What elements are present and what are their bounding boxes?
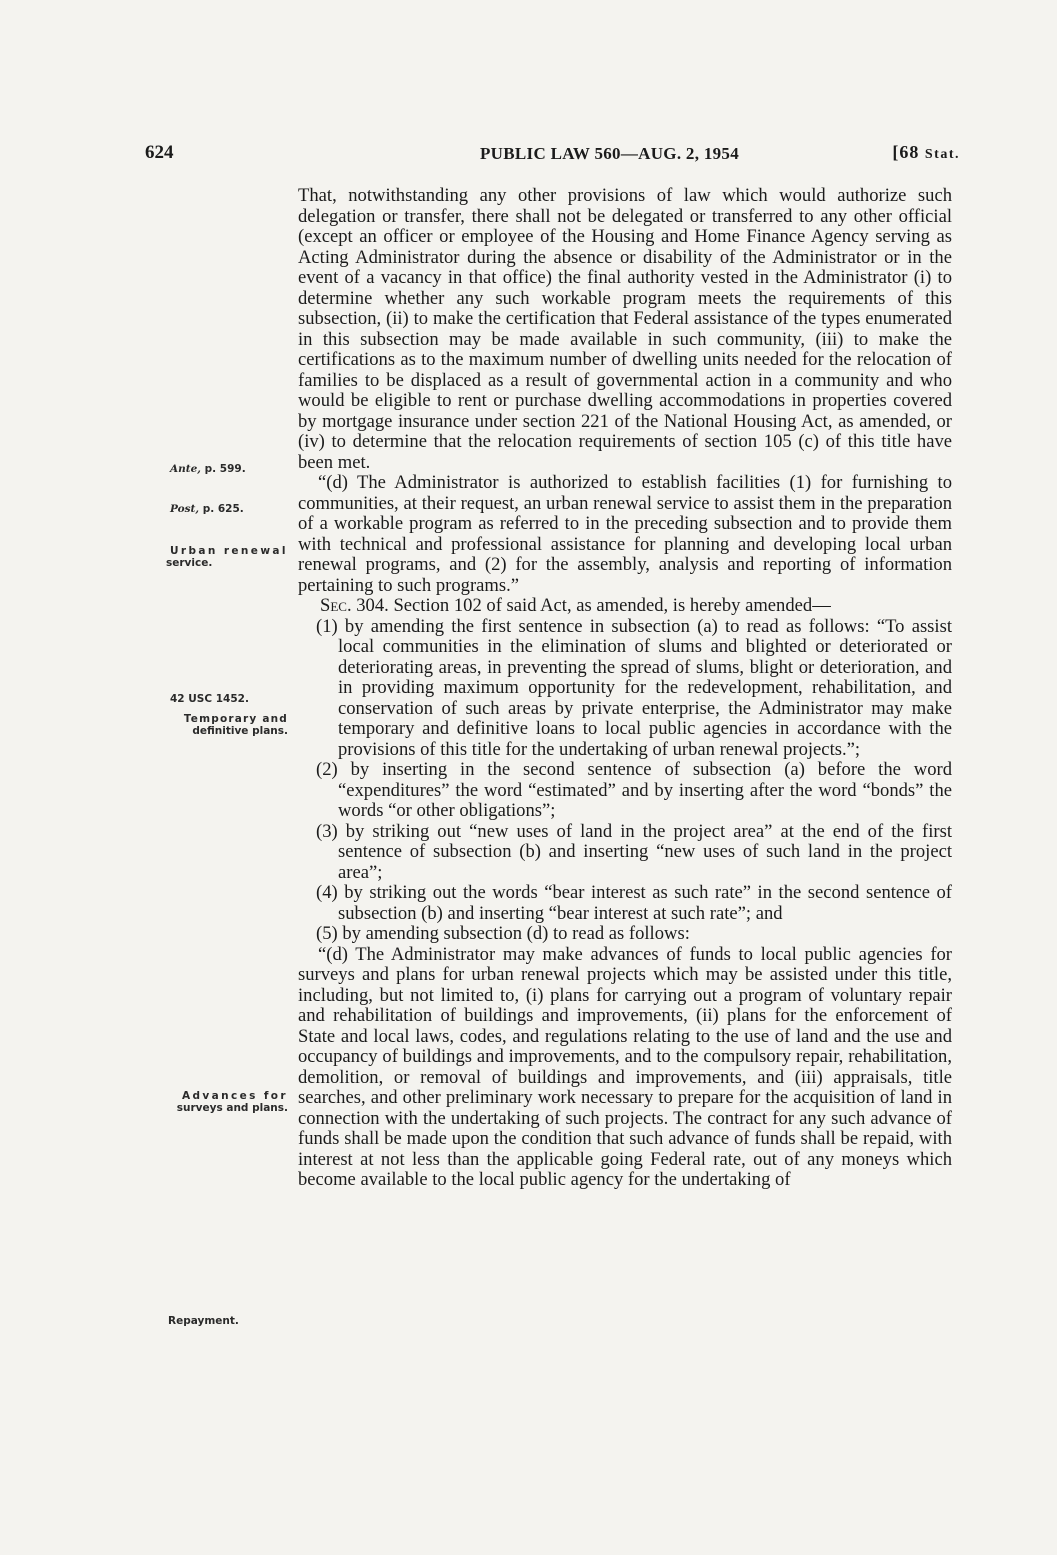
post-italic: Post,	[170, 503, 200, 515]
section-304-intro	[298, 596, 952, 617]
section-text: 304. Section 102 of said Act, as amended, is hereby amended—	[351, 595, 831, 616]
page-number: 624	[145, 142, 174, 163]
ante-ref: p. 599.	[200, 463, 246, 475]
margin-note-repayment: Repayment.	[168, 1315, 239, 1327]
paragraph-delegation: That, notwithstanding any other provisions of law which would authorize such delegation or transfer, there shall not be delegated or transferred to any other official (except an officer or employee of the Housing and Home Finance Agency serving as Acting Administrator during the absence or disability of the Administrator or in the event of a vacancy in that office) the final authority vested in the Administrator (i) to determine whether any such workable program meets the requirements of this subsection, (ii) to make the certification that Federal assistance of the types enumerated in this subsection may be made available in such community, (iii) to make the certifications as to the maximum number of dwelling units needed for the relocation of families to be displaced as a result of governmental action in a community and who would be eligible to rent or purchase dwelling accommodations in properties covered by mortgage insurance under section 221 of the National Housing Act, as amended, or (iv) to determine that the relocation requirements of section 105 (c) of this title have been met.	[298, 185, 952, 473]
amendment-item-5: (5) by amending subsection (d) to read as follows:	[316, 923, 690, 944]
margin-note-temporary	[160, 713, 288, 737]
margin-note-ante	[170, 463, 246, 475]
running-title: PUBLIC LAW 560—AUG. 2, 1954	[480, 144, 740, 163]
margin-note-usc: 42 USC 1452.	[170, 693, 249, 705]
volume-bracket: [68	[892, 142, 925, 162]
amendment-item-1: (1) by amending the first sentence in subsection (a) to read as follows: “To assist local communities in the elimination of slums and blighted or deteriorated or deteriorating areas, in preventing the spread of slums, blight or deterioration, and in providing maximum opportunity for the redevelopment, rehabilitation, and conservation of such areas by private enterprise, the Administrator may make temporary and definitive loans to local public agencies in accordance with the provisions of this title for the undertaking of urban renewal projects.”;	[316, 615, 952, 760]
amendment-item-2: (2) by inserting in the second sentence of subsection (a) before the word “expenditures” the word “estimated” and by inserting after the word “bonds” the words “or other obligations”;	[316, 759, 952, 821]
margin-note-urban-renewal	[166, 545, 288, 569]
ante-italic: Ante,	[170, 463, 201, 475]
paragraph-advances: “(d) The Administrator may make advances of funds to local public agencies for surveys and plans for urban renewal projects which may be assisted under this title, including, but not limited to, (i) plans for carrying out a program of voluntary repair and rehabilitation of buildings and improvements, (ii) plans for the enforcement of State and local laws, codes, and regulations relating to the use of land and the use and occupancy of buildings and improvements, and to the compulsory repair, rehabilitation, demolition, or removal of buildings and improvements, and (iii) appraisals, title searches, and other preliminary work necessary to prepare for the acquisition of land in connection with the undertaking of such projects. The contract for any such advance of funds shall be made upon the condition that such advance of funds shall be repaid, with interest at not less than the applicable going Federal rate, out of any moneys which become available to the local public agency for the undertaking of	[298, 943, 952, 1190]
volume-reference	[892, 142, 960, 163]
amendment-item-4: (4) by striking out the words “bear interest as such rate” in the second sentence of subsection (b) and inserting “bear interest at such rate”; and	[316, 882, 952, 924]
section-label: Sec.	[320, 595, 352, 616]
paragraph-urban-renewal-service: “(d) The Administrator is authorized to establish facilities (1) for furnishing to communities, at their request, an urban renewal service to assist them in the preparation of a workable program as referred to in the preceding subsection and to provide them with technical and professional assistance for planning and developing local urban renewal programs, and (2) for the assembly, analysis and reporting of information pertaining to such programs.”	[298, 472, 952, 596]
advances-line2: surveys and plans.	[176, 1102, 288, 1114]
amendment-item-3: (3) by striking out “new uses of land in the project area” at the end of the first sentence of subsection (b) and inserting “new uses of such land in the project area”;	[316, 820, 952, 883]
margin-note-post	[170, 503, 244, 515]
temporary-line2: definitive plans.	[192, 725, 288, 737]
advances-line1: Advances for	[181, 1090, 288, 1102]
page-header	[145, 142, 960, 172]
urban-renewal-line2: service.	[166, 557, 213, 569]
urban-renewal-line1: Urban renewal	[170, 545, 288, 557]
post-ref: p. 625.	[199, 503, 244, 515]
margin-note-advances	[160, 1090, 288, 1114]
statute-body	[298, 186, 952, 1191]
volume-abbr: Stat.	[924, 147, 960, 162]
temporary-line1: Temporary and	[183, 713, 288, 725]
